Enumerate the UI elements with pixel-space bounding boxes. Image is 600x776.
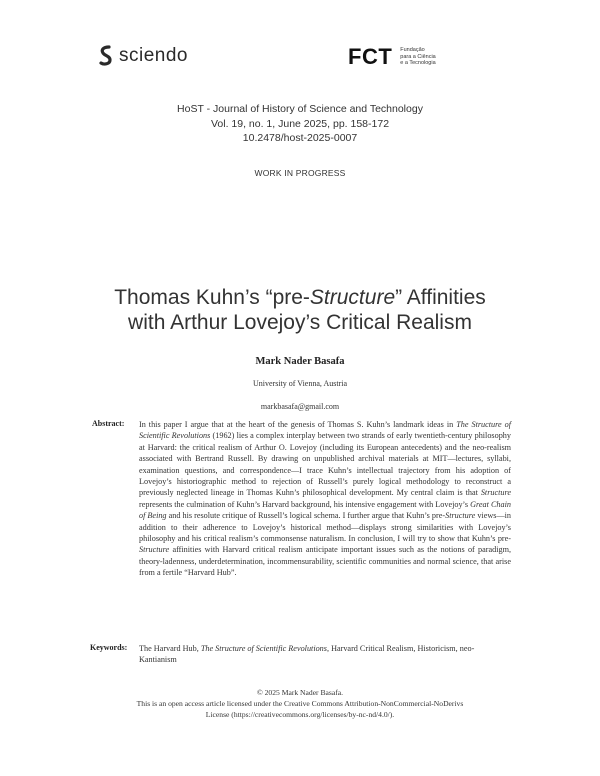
journal-name: HoST - Journal of History of Science and Technology bbox=[177, 103, 423, 115]
abstract-italic: The Structure of Scientific Revolutions bbox=[139, 420, 511, 441]
keywords-label: Keywords: bbox=[90, 643, 128, 652]
abstract-italic: Structure bbox=[139, 545, 170, 555]
author-name: Mark Nader Basafa bbox=[255, 356, 345, 367]
keywords-segment: , Harvard Critical Realism, Historicism, neo-Kantianism bbox=[139, 644, 475, 665]
keywords-segment: The Harvard Hub, bbox=[139, 644, 201, 653]
sciendo-logo bbox=[98, 44, 188, 68]
keywords-text bbox=[139, 643, 511, 666]
abstract-segment: (1962) lies a complex interplay between two strands of early twentieth-century philosophy at Harvard: the critical realism of Arthur O. Lovejoy (including its European antecedents) and the neo-realism associated with Bertrand Russell. By drawing on unpublished archival materials at MIT—lectures, syllabi, examination questions, and correspondence—I trace Kuhn’s intellectual trajectory from his adoption of Lovejoy’s historiographic method to rejection of Russell’s purely logical methodology to reconstruct a previously neglected lineage in Thomas Kuhn’s philosophical development. My central claim is that bbox=[139, 431, 511, 498]
abstract-segment: affinities with Harvard critical realism anticipate important issues such as the notions of paradigm, theory-ladenness, underdetermination, incommensurability, scientific communities and normal science, that arise from a fertile “Harvard Hub”. bbox=[139, 545, 511, 578]
title-italic: Structure bbox=[309, 286, 396, 309]
author-email[interactable]: markbasafa@gmail.com bbox=[260, 402, 340, 411]
fct-subtitle-line: para a Ciência bbox=[400, 53, 436, 60]
fct-subtitle-line: Fundação bbox=[400, 47, 425, 54]
sciendo-wordmark: sciendo bbox=[119, 45, 188, 66]
license-line[interactable]: License (https://creativecommons.org/licenses/by-nc-nd/4.0/). bbox=[205, 709, 395, 719]
section-label: WORK IN PROGRESS bbox=[254, 168, 346, 178]
license-line: This is an open access article licensed under the Creative Commons Attribution-NonCommercial-NoDerivs bbox=[136, 698, 464, 708]
abstract-segment: In this paper I argue that at the heart of the genesis of Thomas S. Kuhn’s landmark ideas in bbox=[139, 420, 457, 429]
abstract-label: Abstract: bbox=[92, 419, 125, 428]
fct-subtitle-line: e a Tecnologia bbox=[400, 60, 436, 67]
abstract-italic: Structure bbox=[445, 511, 476, 521]
abstract-italic: Great Chain of Being bbox=[139, 499, 511, 521]
abstract-segment: and his resolute critique of Russell’s logical schema. I further argue that Kuhn’s pre- bbox=[166, 511, 446, 521]
title-part: Thomas Kuhn’s “pre- bbox=[114, 286, 310, 309]
journal-info bbox=[0, 102, 600, 146]
title-line-1 bbox=[0, 285, 600, 310]
title-part: ” Affinities bbox=[395, 286, 486, 309]
fct-logo bbox=[348, 44, 448, 70]
fct-subtitle bbox=[400, 47, 448, 67]
sciendo-mark-icon bbox=[98, 45, 114, 67]
journal-doi[interactable]: 10.2478/host-2025-0007 bbox=[242, 132, 358, 144]
license-footer bbox=[0, 688, 600, 720]
abstract-italic: Structure bbox=[480, 488, 511, 498]
abstract-segment: views—in addition to their adherence to Lovejoy’s historical method—displays strong similarities with Lovejoy’s philosophy and his critical realism’s commonsense naturalism. In conclusion, I will try to show that Kuhn’s pre- bbox=[139, 511, 511, 544]
title-line-2: with Arthur Lovejoy’s Critical Realism bbox=[128, 311, 472, 334]
fct-wordmark: FCT bbox=[348, 44, 393, 69]
copyright-line: © 2025 Mark Nader Basafa. bbox=[256, 688, 344, 697]
abstract-text bbox=[139, 419, 511, 579]
author-affiliation: University of Vienna, Austria bbox=[252, 379, 348, 388]
keywords-italic: The Structure of Scientific Revolutions bbox=[200, 644, 327, 653]
abstract-segment: represents the culmination of Kuhn’s Harvard background, his intensive engagement with Lovejoy’s bbox=[139, 499, 471, 509]
journal-volume: Vol. 19, no. 1, June 2025, pp. 158-172 bbox=[210, 117, 390, 130]
article-title bbox=[0, 285, 600, 335]
